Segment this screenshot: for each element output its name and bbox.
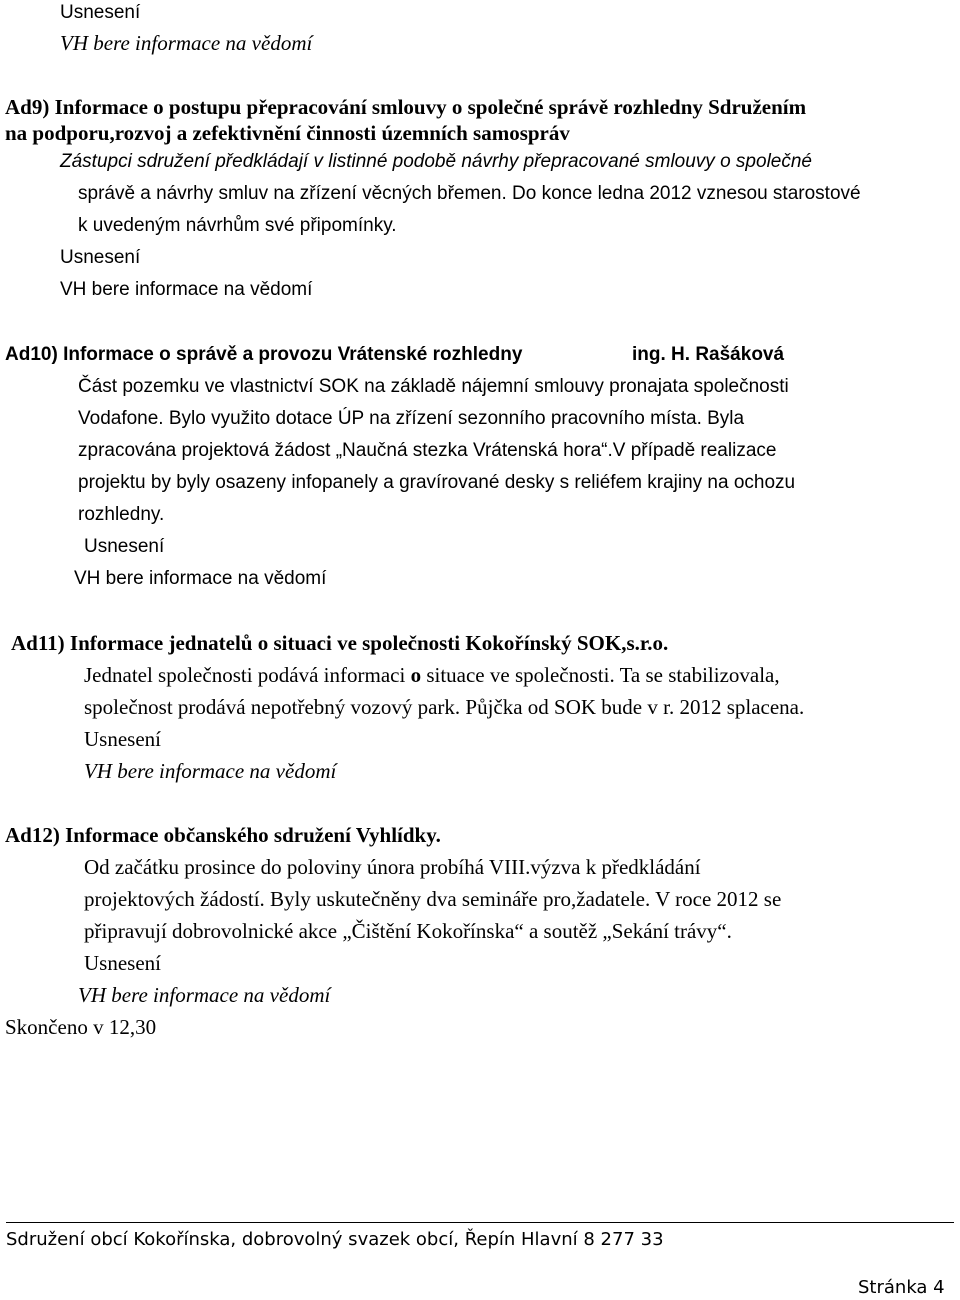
resolution-label: Usnesení xyxy=(60,247,141,268)
ad9-heading-cont: na podporu,rozvoj a zefektivnění činnosti územních samospráv xyxy=(5,121,570,145)
footer-divider xyxy=(6,1222,954,1223)
ad12-heading: Ad12) Informace občanského sdružení Vyhlídky. xyxy=(5,823,441,847)
resolution-label: Usnesení xyxy=(60,2,141,23)
ad9-body-line: Zástupci sdružení předkládají v listinné podobě návrhy přepracované smlouvy o společné xyxy=(60,151,812,172)
ad10-body-line: Část pozemku ve vlastnictví SOK na základě nájemní smlouvy pronajata společnosti xyxy=(78,376,789,397)
ad9-body-line: správě a návrhy smluv na zřízení věcných břemen. Do konce ledna 2012 vznesou starostové xyxy=(78,183,861,204)
resolution-label: Usnesení xyxy=(84,951,161,975)
ad10-body-line: zpracována projektová žádost „Naučná stezka Vrátenská hora“.V případě realizace xyxy=(78,440,777,461)
ad11-body-line: Jednatel společnosti podává informaci o situace ve společnosti. Ta se stabilizovala, xyxy=(84,663,780,687)
ad12-body-line: připravují dobrovolnické akce „Čištění Kokořínska“ a soutěž „Sekání trávy“. xyxy=(84,919,732,943)
ad9-heading: Ad9) Informace o postupu přepracování smlouvy o společné správě rozhledny Sdružením xyxy=(5,95,807,119)
resolution-label: Usnesení xyxy=(84,727,161,751)
ad11-heading: Ad11) Informace jednatelů o situaci ve společnosti Kokořínský SOK,s.r.o. xyxy=(11,631,669,655)
ad10-body-line: Vodafone. Bylo využito dotace ÚP na zřízení sezonního pracovního místa. Byla xyxy=(78,408,745,429)
resolution-text: VH bere informace na vědomí xyxy=(78,983,331,1007)
ad11-body-line: společnost prodává nepotřebný vozový park. Půjčka od SOK bude v r. 2012 splacena. xyxy=(84,695,805,719)
resolution-text: VH bere informace na vědomí xyxy=(74,568,327,589)
ad10-body-line: projektu by byly osazeny infopanely a gravírované desky s reliéfem krajiny na ochozu xyxy=(78,472,796,493)
ad10-heading: Ad10) Informace o správě a provozu Vrátenské rozhledny xyxy=(5,344,523,365)
ad10-body-line: rozhledny. xyxy=(78,504,165,525)
footer-address: Sdružení obcí Kokořínska, dobrovolný svazek obcí, Řepín Hlavní 8 277 33 xyxy=(6,1229,664,1250)
ad12-body-line: projektových žádostí. Byly uskutečněny dva semináře pro,žadatele. V roce 2012 se xyxy=(84,887,782,911)
ad10-heading-person: ing. H. Rašáková xyxy=(632,344,785,365)
resolution-text: VH bere informace na vědomí xyxy=(60,279,313,300)
ad12-body-line: Od začátku prosince do poloviny února probíhá VIII.výzva k předkládání xyxy=(84,855,701,879)
page-number: Stránka 4 xyxy=(858,1277,945,1298)
resolution-label: Usnesení xyxy=(84,536,165,557)
resolution-text: VH bere informace na vědomí xyxy=(60,31,313,55)
ad9-body-line: k uvedeným návrhům své připomínky. xyxy=(78,215,397,236)
closing-time: Skončeno v 12,30 xyxy=(5,1015,157,1039)
resolution-text: VH bere informace na vědomí xyxy=(84,759,337,783)
